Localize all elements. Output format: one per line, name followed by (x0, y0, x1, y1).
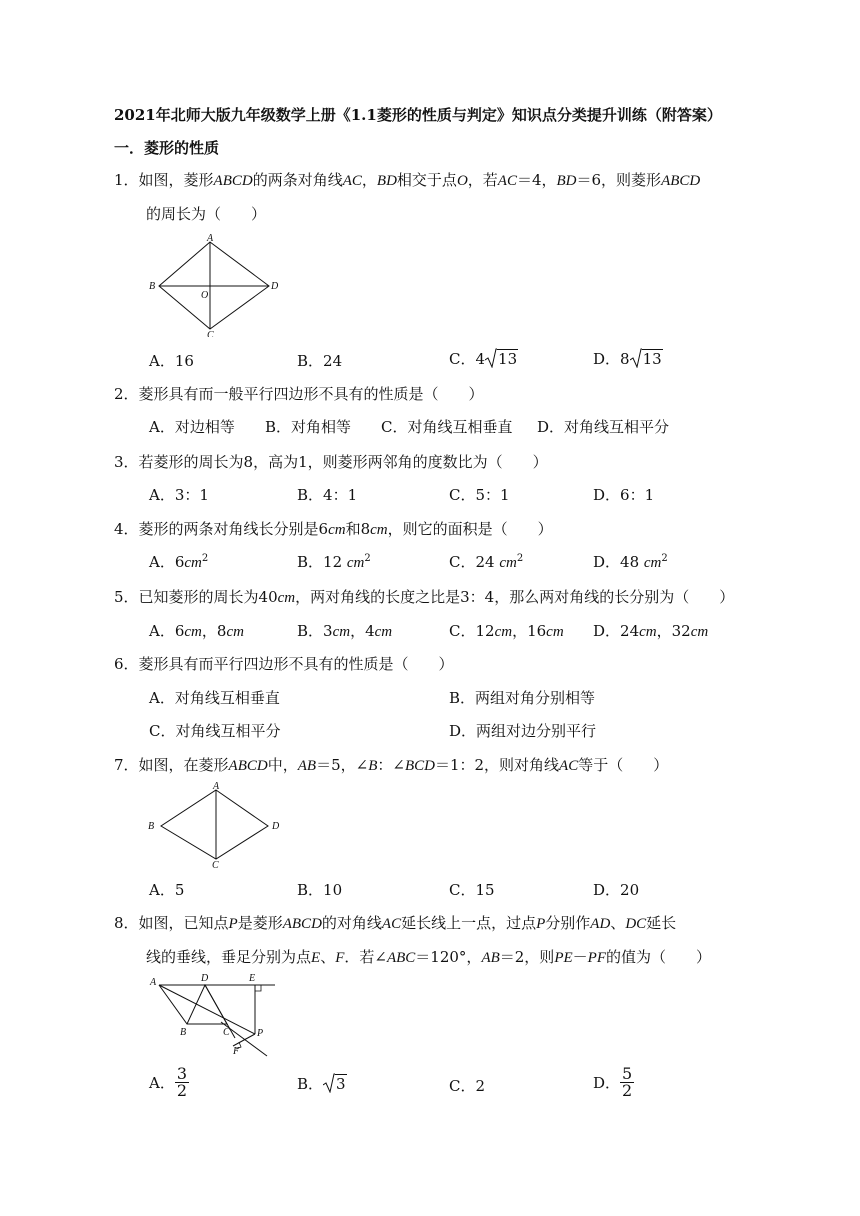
q7-option-d: D．20 (593, 881, 640, 899)
q6-option-c: C．对角线互相平分 (149, 722, 281, 740)
question-8-line-2: 线的垂线，垂足分别为点E、F．若∠ABC＝120°，AB＝2，则PE－PF的值为（ ） (146, 948, 711, 966)
fig8-label-p: P (257, 1028, 264, 1039)
q4-option-a: A．$6cm^2$ (149, 553, 209, 571)
fig1-label-c: C (207, 330, 214, 337)
question-1-line-2: 的周长为（ ） (146, 205, 267, 223)
q5-option-b: B．3cm，4cm (297, 622, 393, 640)
rhombus-figure-q1 (145, 232, 280, 337)
q6-option-b: B．两组对角分别相等 (449, 689, 596, 707)
q3-option-a: A．3：1 (149, 486, 209, 504)
q5-option-d: D．24cm，32cm (593, 622, 709, 640)
question-4: 4．菱形的两条对角线长分别是6cm和8cm，则它的面积是（ ） (114, 520, 553, 538)
q7-option-b: B．10 (297, 881, 343, 899)
q3-option-c: C．5：1 (449, 486, 510, 504)
q6-option-a: A．对角线互相垂直 (149, 689, 280, 707)
fig1-label-b: B (149, 281, 156, 292)
q8-option-c: C．2 (449, 1077, 486, 1095)
q1-option-d: D．8 13 (593, 350, 662, 368)
q5-option-a: A．6cm，8cm (149, 622, 244, 640)
fig1-label-a: A (207, 233, 214, 244)
rhombus-figure-q7 (145, 780, 290, 870)
q2-option-c: C．对角线互相垂直 (381, 418, 513, 436)
q6-option-d: D．两组对边分别平行 (449, 722, 597, 740)
q4-option-d: D．48 $cm^2$ (593, 553, 668, 571)
rhombus-figure-q8 (145, 972, 285, 1064)
section-heading: 一．菱形的性质 (114, 139, 220, 157)
question-1-line-1: 1．如图，菱形ABCD的两条对角线AC，BD相交于点O，若AC＝4，BD＝6，则菱形ABCD (114, 171, 701, 189)
fig8-label-c: C (223, 1027, 230, 1038)
q2-option-d: D．对角线互相平分 (537, 418, 670, 436)
q1-option-a: A．16 (149, 352, 194, 370)
q8-option-a: A． $\frac{3}{2}$ (149, 1064, 188, 1100)
q4-option-c: C．24 $cm^2$ (449, 553, 524, 571)
fig8-label-b: B (180, 1027, 187, 1038)
q8-option-d: D． $\frac{5}{2}$ (593, 1064, 633, 1100)
question-3: 3．若菱形的周长为8，高为1，则菱形两邻角的度数比为（ ） (114, 453, 548, 471)
fig7-label-d: D (272, 821, 280, 832)
q1-option-b: B．24 (297, 352, 343, 370)
q1-option-c: C．4 13 (449, 350, 518, 368)
fig7-label-b: B (148, 821, 155, 832)
fig8-label-f: F (233, 1046, 240, 1057)
q3-option-b: B．4：1 (297, 486, 358, 504)
page-title: 2021年北师大版九年级数学上册《1.1菱形的性质与判定》知识点分类提升训练（附答案） (114, 106, 722, 124)
fig1-label-d: D (271, 281, 279, 292)
question-8-line-1: 8．如图，已知点P是菱形ABCD的对角线AC延长线上一点，过点P分别作AD、DC延长 (114, 914, 677, 932)
fig8-label-a: A (150, 977, 157, 988)
q3-option-d: D．6：1 (593, 486, 655, 504)
fig8-label-e: E (249, 973, 256, 984)
fig1-label-o: O (201, 290, 209, 301)
question-5: 5．已知菱形的周长为40cm，两对角线的长度之比是3：4，那么两对角线的长分别为（ ） (114, 588, 735, 606)
q4-option-b: B．12 $cm^2$ (297, 553, 371, 571)
question-6: 6．菱形具有而平行四边形不具有的性质是（ ） (114, 655, 454, 673)
fig8-label-d: D (201, 973, 209, 984)
q2-option-b: B．对角相等 (265, 418, 352, 436)
q2-option-a: A．对边相等 (149, 418, 235, 436)
question-2: 2．菱形具有而一般平行四边形不具有的性质是（ ） (114, 385, 484, 403)
fig7-label-c: C (212, 860, 219, 870)
q8-option-b: B． 3 (297, 1075, 346, 1093)
question-7: 7．如图，在菱形ABCD中，AB＝5，∠B：∠BCD＝1：2，则对角线AC等于（ ） (114, 756, 669, 774)
q5-option-c: C．12cm，16cm (449, 622, 564, 640)
q7-option-c: C．15 (449, 881, 495, 899)
fig7-label-a: A (213, 781, 220, 792)
q7-option-a: A．5 (149, 881, 185, 899)
